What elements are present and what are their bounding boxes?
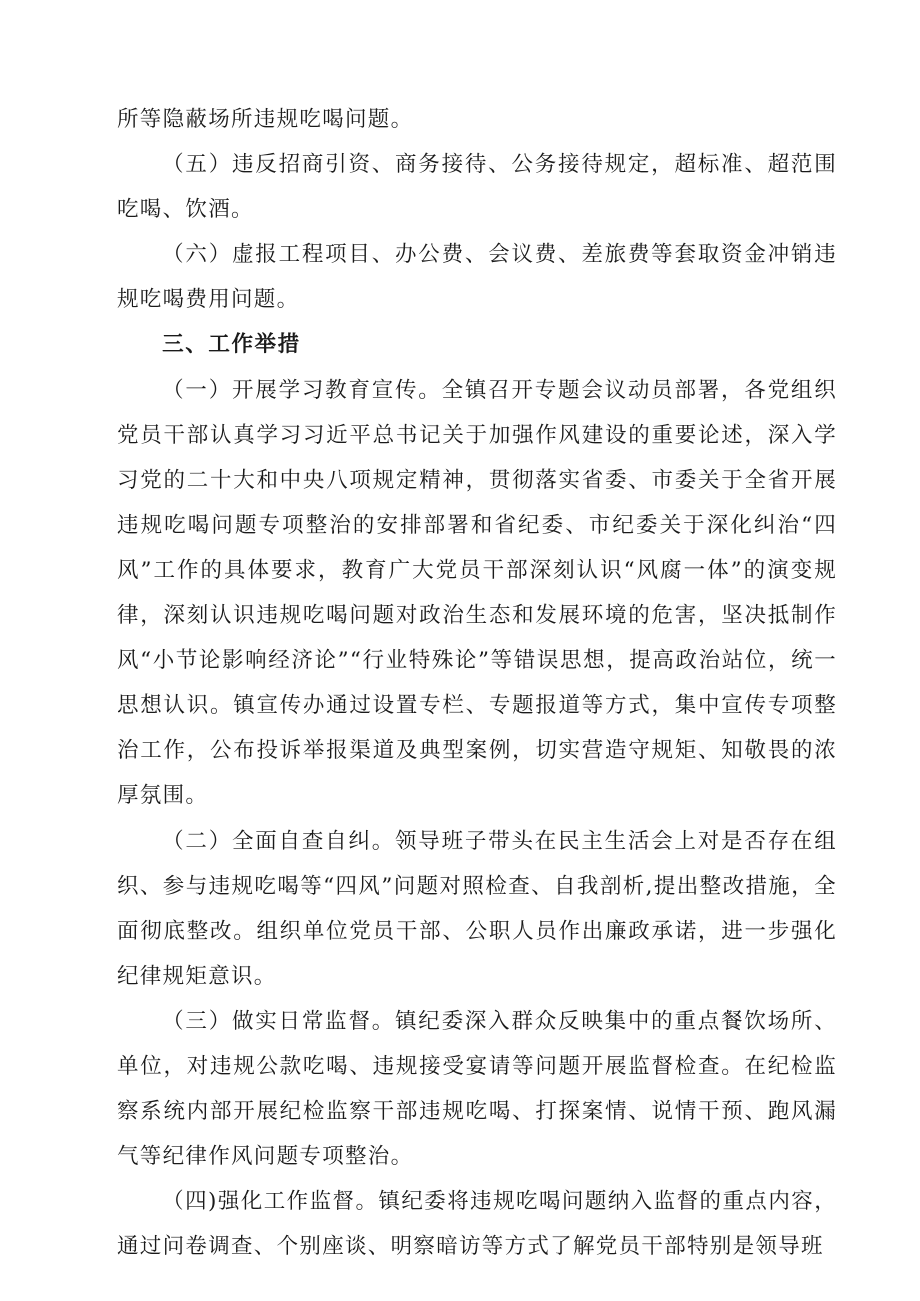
paragraph-measure-2: （二）全面自查自纠。领导班子带头在民主生活会上对是否存在组织、参与违规吃喝等“四风”问题对照检查、自我剖析,提出整改措施，全面彻底整改。组织单位党员干部、公职人员作出廉政承诺，进一步强化纪律规矩意识。 (117, 828, 837, 989)
paragraph-measure-3: （三）做实日常监督。镇纪委深入群众反映集中的重点餐饮场所、单位，对违规公款吃喝、违规接受宴请等问题开展监督检查。在纪检监察系统内部开展纪检监察干部违规吃喝、打探案情、说情干预、跑风漏气等纪律作风问题专项整治。 (117, 1008, 837, 1170)
paragraph-measure-1: （一）开展学习教育宣传。全镇召开专题会议动员部署，各党组织党员干部认真学习习近平总书记关于加强作风建设的重要论述，深入学习党的二十大和中央八项规定精神，贯彻落实省委、市委关于全省开展违规吃喝问题专项整治的安排部署和省纪委、市纪委关于深化纠治“四风”工作的具体要求，教育广大党员干部深刻认识“风腐一体”的演变规律，深刻认识违规吃喝问题对政治生态和发展环境的危害，坚决抵制作风“小节论影响经济论”“行业特殊论”等错误思想，提高政治站位，统一思想认识。镇宣传办通过设置专栏、专题报道等方式，集中宣传专项整治工作，公布投诉举报渠道及典型案例，切实营造守规矩、知敬畏的浓厚氛围。 (117, 377, 837, 809)
document-body (117, 97, 837, 1269)
paragraph-item-5: （五）违反招商引资、商务接待、公务接待规定，超标准、超范围吃喝、饮酒。 (117, 152, 837, 223)
paragraph-measure-4: （四)强化工作监督。镇纪委将违规吃喝问题纳入监督的重点内容，通过问卷调查、个别座谈、明察暗访等方式了解党员干部特别是领导班 (117, 1189, 837, 1260)
section-heading: 三、工作举措 (162, 332, 301, 358)
continuation-paragraph: 所等隐蔽场所违规吃喝问题。 (117, 107, 414, 132)
paragraph-item-6: （六）虚报工程项目、办公费、会议费、差旅费等套取资金冲销违规吃喝费用问题。 (117, 242, 837, 313)
